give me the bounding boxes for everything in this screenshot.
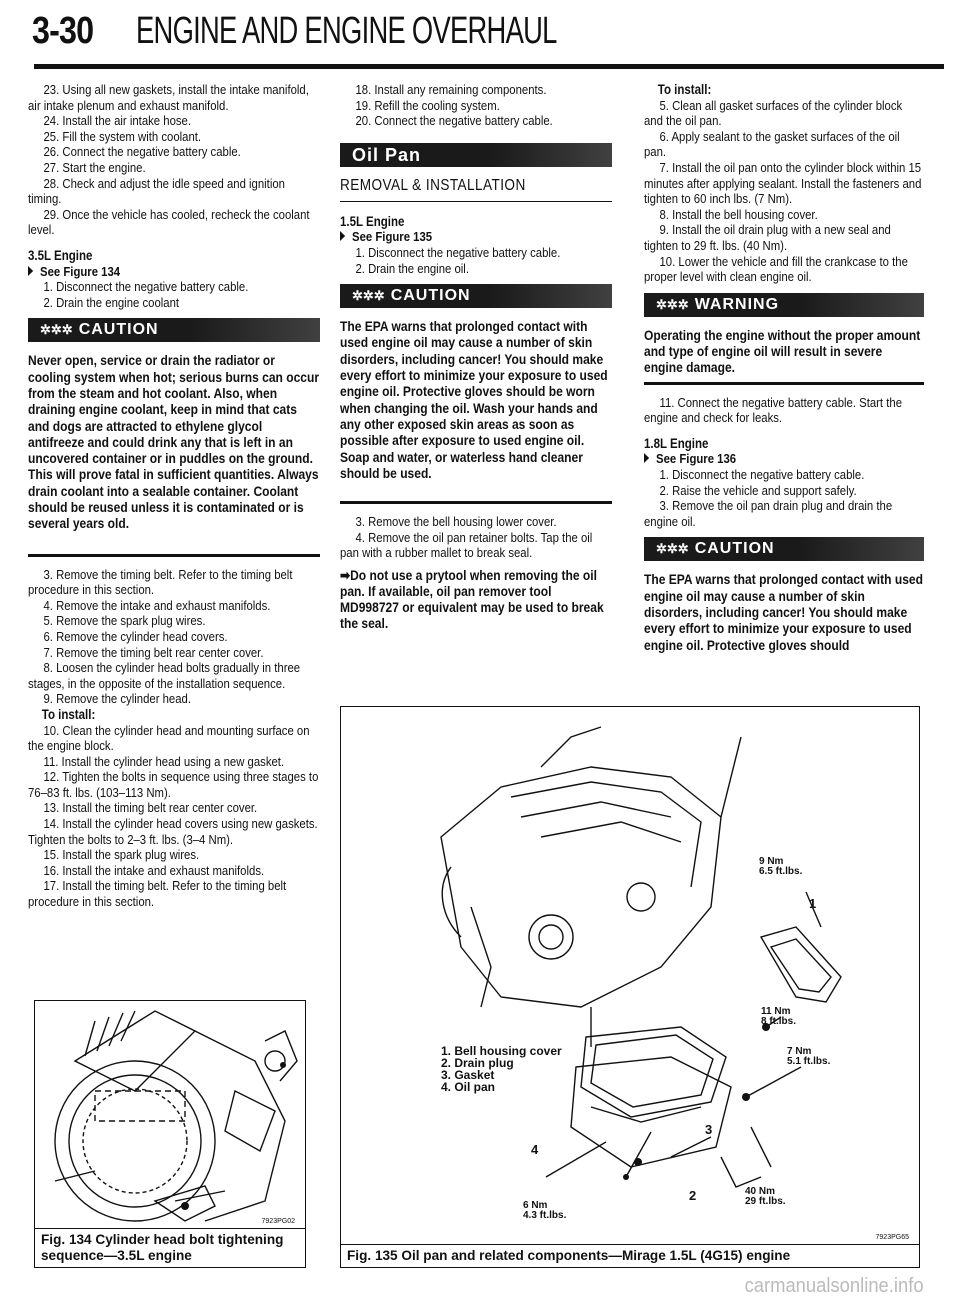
step: 3. Remove the timing belt. Refer to the timing belt procedure in this section. <box>28 566 293 598</box>
note-text: ➡Do not use a prytool when removing the oil pan. If available, oil pan remover tool MD998727 or equivalent may be used to break the seal. <box>340 566 604 631</box>
page-title: ENGINE AND ENGINE OVERHAUL <box>136 10 557 52</box>
caution-rule <box>340 501 612 504</box>
step: 15. Install the spark plug wires. <box>43 847 200 863</box>
steps-list <box>340 82 611 129</box>
hazard-stars-icon: ✲✲✲ <box>352 288 385 304</box>
legend-item: 2. Drain plug <box>441 1056 514 1070</box>
engine-heading: 3.5L Engine <box>28 247 93 263</box>
steps-list <box>340 514 611 561</box>
part-number-callout: 3 <box>705 1122 713 1137</box>
step: 9. Remove the cylinder head. <box>43 691 192 707</box>
step: 11. Connect the negative battery cable. Start the engine and check for leaks. <box>644 394 902 426</box>
figure-reference: See Figure 136 <box>644 451 923 467</box>
install-heading: To install: <box>657 82 712 97</box>
engine-heading: 1.8L Engine <box>644 435 709 451</box>
figure-code: 7923PG02 <box>261 1218 295 1225</box>
step: 1. Disconnect the negative battery cable. <box>659 466 865 482</box>
step: 9. Install the oil drain plug with a new seal and tighten to 29 ft. lbs. (40 Nm). <box>644 222 891 253</box>
step: 24. Install the air intake hose. <box>43 113 192 129</box>
steps-list <box>28 82 319 310</box>
legend-item: 4. Oil pan <box>441 1080 496 1094</box>
step: 29. Once the vehicle has cooled, recheck the coolant level. <box>28 206 310 238</box>
step: 8. Install the bell housing cover. <box>659 206 818 222</box>
figure-legend <box>441 1045 562 1093</box>
step: 19. Refill the cooling system. <box>355 97 500 113</box>
section-heading: REMOVAL & INSTALLATION <box>340 176 526 194</box>
triangle-bullet-icon <box>28 266 33 276</box>
figure-reference: See Figure 135 <box>340 229 611 245</box>
figure-reference: See Figure 134 <box>28 264 319 280</box>
step: 7. Remove the timing belt rear center cover. <box>43 644 264 660</box>
caution-banner: ✲✲✲ CAUTION <box>340 284 612 308</box>
step: 11. Install the cylinder head using a new gasket. <box>43 753 285 769</box>
figure-code: 7923PG65 <box>875 1234 909 1241</box>
step: 4. Remove the oil pan retainer bolts. Tap the oil pan with a rubber mallet to break seal. <box>340 529 593 561</box>
torque-callout: 11 Nm 8 ft.lbs. <box>761 1006 797 1027</box>
step: 27. Start the engine. <box>43 159 146 175</box>
step: 12. Tighten the bolts in sequence using three stages to 76–83 ft. lbs. (103–113 Nm). <box>28 769 319 800</box>
part-number-callout: 2 <box>689 1188 697 1203</box>
column-3 <box>644 82 924 653</box>
steps-list <box>644 82 923 285</box>
section-rule <box>340 201 612 202</box>
part-number-callout: 4 <box>531 1142 539 1157</box>
step: 16. Install the intake and exhaust manifolds. <box>43 862 265 878</box>
step: 14. Install the cylinder head covers using new gaskets. Tighten the bolts to 2–3 ft. lbs. (3–4 Nm). <box>28 816 318 847</box>
figure-135 <box>340 706 920 1268</box>
hazard-stars-icon: ✲✲✲ <box>656 296 689 312</box>
step: 13. Install the timing belt rear center cover. <box>43 800 258 816</box>
torque-callout: 40 Nm 29 ft.lbs. <box>745 1186 786 1207</box>
step: 6. Remove the cylinder head covers. <box>43 628 228 644</box>
header-rule <box>34 64 944 69</box>
hazard-stars-icon: ✲✲✲ <box>656 541 689 557</box>
caution-rule <box>28 554 320 557</box>
step: 2. Drain the engine oil. <box>355 260 469 276</box>
caution-text: The EPA warns that prolonged contact with used engine oil may cause a number of skin disorders, including cancer! You should make every effort to minimize your exposure to used engine oil. Protective gloves should be worn when changing the oil. Wash your hands and any other exposed skin areas as soon as possible after exposure to used engine oil. Soap and water, or waterless hand cleaner should be used. <box>340 318 608 481</box>
step: 26. Connect the negative battery cable. <box>43 144 241 160</box>
steps-list <box>28 567 319 910</box>
oil-pan-exploded-illustration <box>341 707 919 1237</box>
torque-callout: 6 Nm 4.3 ft.lbs. <box>523 1200 567 1221</box>
hazard-stars-icon: ✲✲✲ <box>40 322 73 338</box>
cylinder-head-bolt-illustration <box>35 1001 305 1231</box>
watermark: carmanualsonline.info <box>745 1275 924 1297</box>
step: 5. Clean all gasket surfaces of the cylinder block and the oil pan. <box>644 97 903 129</box>
step: 18. Install any remaining components. <box>355 82 547 97</box>
figure-caption: Fig. 134 Cylinder head bolt tightening sequence—3.5L engine <box>35 1228 305 1267</box>
torque-callout: 9 Nm 6.5 ft.lbs. <box>759 856 803 877</box>
steps-list <box>644 395 923 530</box>
step: 7. Install the oil pan onto the cylinder block within 15 minutes after applying sealant. Install the fasteners and tighten to 60 inch lbs. (7 Nm). <box>644 159 922 207</box>
legend-item: 3. Gasket <box>441 1068 495 1082</box>
step: 20. Connect the negative battery cable. <box>355 113 553 129</box>
caution-banner: ✲✲✲ CAUTION <box>28 318 320 342</box>
caution-text: The EPA warns that prolonged contact with used engine oil may cause a number of skin disorders, including cancer! You should make every effort to minimize your exposure to used engine oil. Protective gloves should <box>644 571 923 653</box>
engine-heading: 1.5L Engine <box>340 213 405 229</box>
step: 1. Disconnect the negative battery cable. <box>355 244 561 260</box>
page-number: 3-30 <box>32 10 94 52</box>
step: 6. Apply sealant to the gasket surfaces of the oil pan. <box>644 128 900 160</box>
torque-callout: 7 Nm 5.1 ft.lbs. <box>787 1046 831 1067</box>
step: 3. Remove the oil pan drain plug and drain the engine oil. <box>644 498 893 529</box>
step: 3. Remove the bell housing lower cover. <box>355 514 557 530</box>
column-2 <box>340 82 612 631</box>
step: 25. Fill the system with coolant. <box>43 128 202 144</box>
step: 2. Raise the vehicle and support safely. <box>659 482 857 498</box>
step: 10. Lower the vehicle and fill the crankcase to the proper level with clean engine oil. <box>644 253 908 285</box>
step: 23. Using all new gaskets, install the intake manifold, air intake plenum and exhaust manifold. <box>28 82 309 113</box>
step: 1. Disconnect the negative battery cable. <box>43 279 249 295</box>
part-number-callout: 1 <box>809 896 817 911</box>
warning-banner: ✲✲✲ WARNING <box>644 293 924 317</box>
legend-item: 1. Bell housing cover <box>441 1044 562 1058</box>
figure-134 <box>34 1000 306 1268</box>
warning-text: Operating the engine without the proper amount and type of engine oil will result in severe engine damage. <box>644 326 921 376</box>
steps-list <box>340 214 611 276</box>
step: 17. Install the timing belt. Refer to the timing belt procedure in this section. <box>28 878 287 910</box>
step: 5. Remove the spark plug wires. <box>43 613 206 629</box>
caution-text: Never open, service or drain the radiator or cooling system when hot; serious burns can occur from the steam and hot coolant. Also, when draining engine coolant, keep in mind that cats and dogs are attracted to ethylene glycol antifreeze and could drink any that is left in an uncovered container or in puddles on the ground. This will prove fatal in sufficient quantities. Always drain coolant into a sealable container. Coolant should be reused unless it is contaminated or is several years old. <box>28 352 320 532</box>
step: 2. Drain the engine coolant <box>43 294 180 310</box>
warning-rule <box>644 382 924 385</box>
section-banner-oil-pan: Oil Pan <box>340 143 612 167</box>
step: 8. Loosen the cylinder head bolts gradually in three stages, in the opposite of the installation sequence. <box>28 660 301 691</box>
triangle-bullet-icon <box>340 231 345 241</box>
figure-caption: Fig. 135 Oil pan and related components—Mirage 1.5L (4G15) engine <box>341 1244 919 1267</box>
column-1 <box>28 82 320 910</box>
step: 4. Remove the intake and exhaust manifolds. <box>43 597 271 613</box>
step: 10. Clean the cylinder head and mounting surface on the engine block. <box>28 722 310 754</box>
page-header <box>24 6 924 66</box>
caution-banner: ✲✲✲ CAUTION <box>644 537 924 561</box>
step: 28. Check and adjust the idle speed and ignition timing. <box>28 175 285 207</box>
install-heading: To install: <box>41 706 96 722</box>
triangle-bullet-icon <box>644 453 649 463</box>
